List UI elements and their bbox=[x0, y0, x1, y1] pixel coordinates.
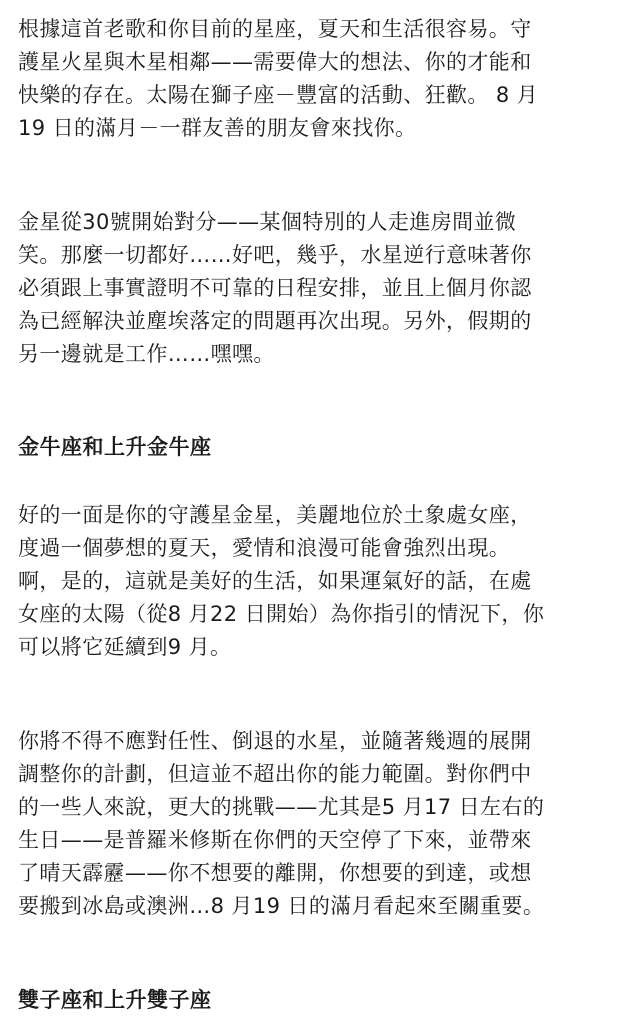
aries-paragraph-1 bbox=[18, 13, 608, 145]
text-line: 根據這首老歌和你目前的星座，夏天和生活很容易。守 bbox=[18, 17, 532, 41]
taurus-paragraph-2 bbox=[18, 725, 608, 923]
text-line: 的一些人來說，更大的挑戰——尤其是5 月17 日左右的 bbox=[18, 795, 545, 819]
text-line: 調整你的計劃，但這並不超出你的能力範圍。對你們中 bbox=[18, 762, 532, 786]
text-line: 了晴天霹靂——你不想要的離開，你想要的到達，或想 bbox=[18, 861, 532, 885]
text-line: 你將不得不應對任性、倒退的水星，並隨著幾週的展開 bbox=[18, 729, 532, 753]
taurus-paragraph-1 bbox=[18, 499, 608, 664]
text-line: 另一邊就是工作……嘿嘿。 bbox=[18, 342, 275, 366]
text-line: 女座的太陽（從8 月22 日開始）為你指引的情況下，你 bbox=[18, 602, 545, 626]
text-line: 度過一個夢想的夏天，愛情和浪漫可能會強烈出現。 bbox=[18, 536, 511, 560]
text-line: 19 日的滿月－一群友善的朋友會來找你。 bbox=[18, 116, 417, 140]
gemini-heading: 雙子座和上升雙子座 bbox=[18, 988, 212, 1012]
text-line: 護星火星與木星相鄰——需要偉大的想法、你的才能和 bbox=[18, 50, 532, 74]
text-line: 金星從30號開始對分——某個特別的人走進房間並微 bbox=[18, 210, 517, 234]
text-line: 生日——是普羅米修斯在你們的天空停了下來，並帶來 bbox=[18, 828, 532, 852]
text-line: 為已經解決並塵埃落定的問題再次出現。另外，假期的 bbox=[18, 309, 532, 333]
aries-paragraph-2 bbox=[18, 206, 608, 371]
taurus-heading: 金牛座和上升金牛座 bbox=[18, 435, 212, 459]
text-line: 可以將它延續到9 月。 bbox=[18, 635, 232, 659]
text-line: 要搬到冰島或澳洲…8 月19 日的滿月看起來至關重要。 bbox=[18, 894, 545, 918]
text-line: 必須跟上事實證明不可靠的日程安排，並且上個月你認 bbox=[18, 276, 532, 300]
text-line: 啊，是的，這就是美好的生活，如果運氣好的話，在處 bbox=[18, 569, 532, 593]
text-line: 好的一面是你的守護星金星，美麗地位於土象處女座， bbox=[18, 503, 532, 527]
text-line: 快樂的存在。太陽在獅子座－豐富的活動、狂歡。 8 月 bbox=[18, 83, 539, 107]
text-line: 笑。那麼一切都好……好吧，幾乎，水星逆行意味著你 bbox=[18, 243, 532, 267]
